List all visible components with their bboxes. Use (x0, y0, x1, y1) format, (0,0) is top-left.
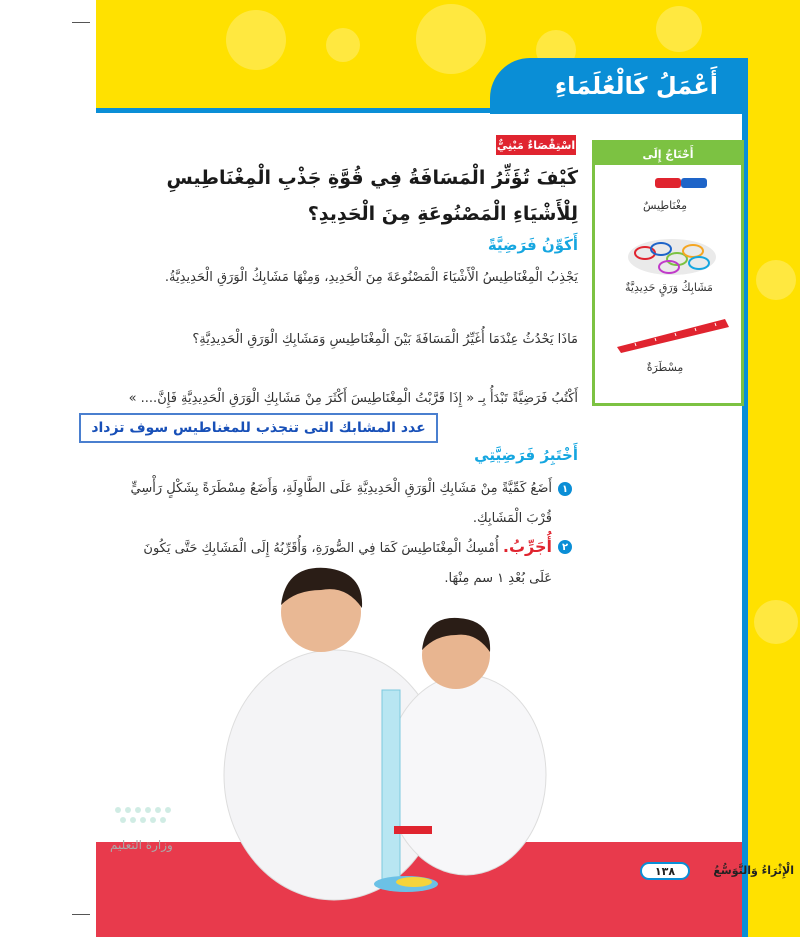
inquiry-badge: اسْتِقْصَاءٌ مَبْنِيٌّ (496, 135, 576, 155)
vertical-ruler (382, 690, 400, 880)
crop-mark (72, 22, 90, 23)
paper-clips-label: مَشَابِكُ وَرَقٍ حَدِيدِيَّةٌ (625, 281, 713, 294)
step-number: ١ (558, 482, 572, 496)
boy2-body (386, 675, 546, 875)
ruler-label: مِسْطَرَةٌ (646, 361, 684, 374)
step-2-body: أُمْسِكُ الْمِغْنَاطِيسَ كَمَا فِي الصُّورَةِ، وَأُقَرِّبُهُ إِلَى الْمَشَابِكِ حَتَّى يَكُونَ عَلَى بُعْدِ ١ سم مِنْهَا. (143, 541, 552, 586)
paper-clips-icon (625, 231, 719, 277)
hypothesis-paragraph-3: أَكْتُبُ فَرَضِيَّةً تَبْدَأُ بِـ « إِذَا قَرَّبْتُ الْمِغْنَاطِيسَ أَكْثَرَ مِنْ مَشَابِكِ الْوَرَقِ الْحَدِيدِيَّةِ فَإِنَّ.... » (128, 391, 578, 406)
page-number: ١٣٨ (640, 862, 690, 880)
ruler-icon (615, 315, 731, 355)
magnet-icon (653, 173, 709, 193)
answer-field[interactable]: عدد المشابك التى تنجذب للمغناطيس سوف تزداد (79, 413, 438, 443)
step-2-verb: أُجَرِّبُ. (502, 537, 552, 556)
right-border-decoration (748, 0, 800, 937)
page-title: أَعْمَلُ كَالْعُلَمَاءِ (554, 72, 718, 100)
step-1-text: أَضَعُ كَمِّيَّةً مِنْ مَشَابِكِ الْوَرَقِ الْحَدِيدِيَّةِ عَلَى الطَّاوِلَةِ، وَأَضَعُ مِسْطَرَةً بِشَكْلٍ رَأْسِيٍّ قُرْبَ الْمَشَابِكِ. (130, 481, 552, 526)
materials-heading: أَحْتَاجُ إِلَى (595, 143, 741, 165)
page-title-banner (490, 58, 748, 114)
title-underline (96, 108, 748, 113)
main-question: كَيْفَ تُؤَثِّرُ الْمَسَافَةُ فِي قُوَّةِ جَذْبِ الْمِغْنَاطِيسِ لِلْأَشْيَاءِ الْمَصْنُوعَةِ مِنَ الْحَدِيدِ؟ (166, 167, 578, 225)
materials-sidebar (592, 140, 744, 406)
hypothesis-paragraph-1: يَجْذِبُ الْمِغْنَاطِيسُ الْأَشْيَاءَ الْمَصْنُوعَةَ مِنَ الْحَدِيدِ، وَمِنْهَا مَشَابِكُ الْوَرَقِ الْحَدِيدِيَّةُ. (164, 270, 578, 285)
magnet-label: مِغْنَاطِيسٌ (643, 199, 687, 212)
step-number: ٢ (558, 540, 572, 554)
hypothesis-paragraph-2: مَاذَا يَحْدُثُ عِنْدَمَا أُغَيِّرُ الْمَسَافَةَ بَيْنَ الْمِغْنَاطِيسِ وَمَشَابِكِ الْوَرَقِ الْحَدِيدِيَّةِ؟ (192, 332, 578, 347)
watermark-text: وزارة التعليم (110, 838, 173, 852)
boys-photo (96, 560, 742, 937)
section-name: الْإِثْرَاءُ وَالتَّوَسُّعُ (713, 864, 794, 877)
magnet (394, 826, 432, 834)
hypothesis-heading: أَكَوِّنُ فَرَضِيَّةً (487, 236, 578, 254)
test-heading: أَخْتَبِرُ فَرَضِيَّتِي (474, 446, 578, 464)
crop-mark (72, 914, 90, 915)
